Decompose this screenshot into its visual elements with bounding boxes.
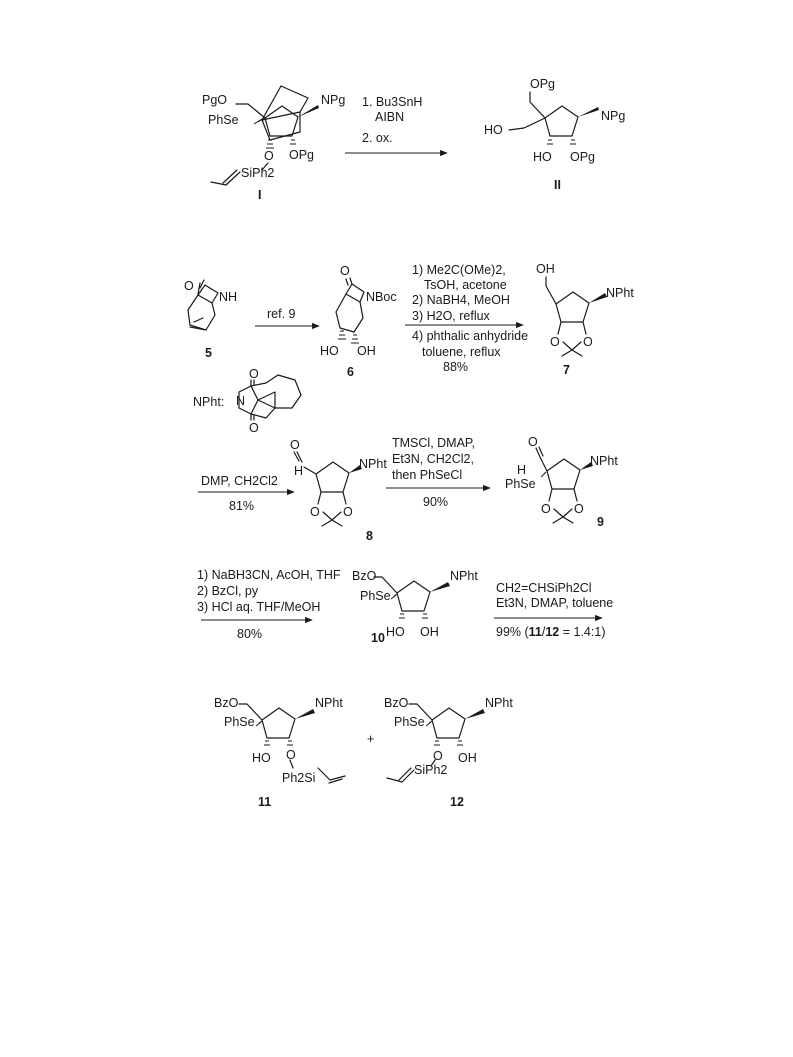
7-O-right: O (583, 335, 593, 349)
5-O: O (184, 279, 194, 293)
cond-6-1: 1) Me2C(OMe)2, (412, 263, 506, 277)
11-NPht: NPht (315, 696, 343, 710)
II-NPg: NPg (601, 109, 626, 123)
plus-sign: + (367, 732, 375, 746)
10-NPht: NPht (450, 569, 478, 583)
11-PhSe: PhSe (224, 715, 255, 729)
9-O: O (528, 435, 538, 449)
I-OPg: OPg (289, 148, 315, 162)
10-OH: OH (420, 625, 439, 639)
6-O: O (340, 264, 350, 278)
silyl-above-1: CH2=CHSiPh2Cl (496, 581, 592, 595)
npht-O-top: O (249, 367, 259, 381)
9-H: H (517, 463, 527, 477)
I-SiPh2: SiPh2 (241, 166, 275, 180)
silyl-above-2: Et3N, DMAP, toluene (496, 596, 614, 610)
cond-6-7: 88% (443, 360, 469, 374)
npht-label: NPht: (193, 395, 225, 409)
12-BzO: BzO (384, 696, 409, 710)
12-SiPh2: SiPh2 (414, 763, 448, 777)
9-NPht: NPht (590, 454, 618, 468)
dmp-below: 81% (229, 499, 255, 513)
sel-above-3: then PhSeCl (392, 468, 463, 482)
red-above-3: 3) HCl aq. THF/MeOH (197, 600, 321, 614)
II-OPg: OPg (530, 77, 556, 91)
npht-N: N (236, 394, 246, 408)
8-O-left: O (310, 505, 320, 519)
11-label: 11 (258, 795, 272, 809)
10-BzO: BzO (352, 569, 377, 583)
arrow-I-line1: 1. Bu3SnH (362, 95, 423, 109)
II-OPg-bottom: OPg (570, 150, 596, 164)
I-NPg: NPg (321, 93, 346, 107)
cond-6-2: TsOH, acetone (424, 278, 507, 292)
5-NH: NH (219, 290, 238, 304)
red-above-2: 2) BzCl, py (197, 584, 259, 598)
11-Ph2Si: Ph2Si (282, 771, 316, 785)
8-NPht: NPht (359, 457, 387, 471)
compound-6 (336, 278, 364, 343)
red-below: 80% (237, 627, 263, 641)
II-HO-left: HO (484, 123, 503, 137)
npht-structure (239, 375, 301, 420)
compound-II (509, 92, 599, 144)
7-O-left: O (550, 335, 560, 349)
6-HO: HO (320, 344, 339, 358)
arrow-5-ref: ref. 9 (267, 307, 296, 321)
II-label: II (554, 178, 561, 192)
10-HO: HO (386, 625, 405, 639)
8-O-right: O (343, 505, 353, 519)
8-O: O (290, 438, 300, 452)
9-O-left: O (541, 502, 551, 516)
6-label: 6 (347, 365, 354, 379)
7-label: 7 (563, 363, 570, 377)
8-H: H (294, 464, 304, 478)
sel-above-2: Et3N, CH2Cl2, (392, 452, 474, 466)
6-NBoc: NBoc (366, 290, 397, 304)
11-BzO: BzO (214, 696, 239, 710)
red-above-1: 1) NaBH3CN, AcOH, THF (197, 568, 341, 582)
npht-O-bottom: O (249, 421, 259, 435)
I-PhSe: PhSe (208, 113, 239, 127)
12-OH: OH (458, 751, 477, 765)
cond-6-3: 2) NaBH4, MeOH (412, 293, 510, 307)
cond-6-6: toluene, reflux (422, 345, 501, 359)
5-label: 5 (205, 346, 212, 360)
12-label: 12 (450, 795, 464, 809)
12-NPht: NPht (485, 696, 513, 710)
10-label: 10 (371, 631, 385, 645)
9-O-right: O (574, 502, 584, 516)
arrow-I-line2: AIBN (375, 110, 405, 124)
7-NPht: NPht (606, 286, 634, 300)
cond-6-4: 3) H2O, reflux (412, 309, 490, 323)
silyl-below: 99% (11/12 = 1.4:1) (496, 625, 606, 639)
II-HO-bottom: HO (533, 150, 552, 164)
dmp-above: DMP, CH2Cl2 (201, 474, 278, 488)
cond-6-5: 4) phthalic anhydride (412, 329, 529, 343)
9-label: 9 (597, 515, 604, 529)
I-PgO: PgO (202, 93, 228, 107)
sel-above-1: TMSCl, DMAP, (392, 436, 476, 450)
11-O: O (286, 748, 296, 762)
8-label: 8 (366, 529, 373, 543)
12-PhSe: PhSe (394, 715, 425, 729)
11-HO: HO (252, 751, 271, 765)
7-OH: OH (536, 262, 555, 276)
arrow-I-line3: 2. ox. (362, 131, 393, 145)
9-PhSe: PhSe (505, 477, 536, 491)
I-label: I (258, 188, 262, 202)
I-O: O (264, 149, 274, 163)
6-OH: OH (357, 344, 376, 358)
sel-below: 90% (423, 495, 449, 509)
10-PhSe: PhSe (360, 589, 391, 603)
12-O: O (433, 749, 443, 763)
